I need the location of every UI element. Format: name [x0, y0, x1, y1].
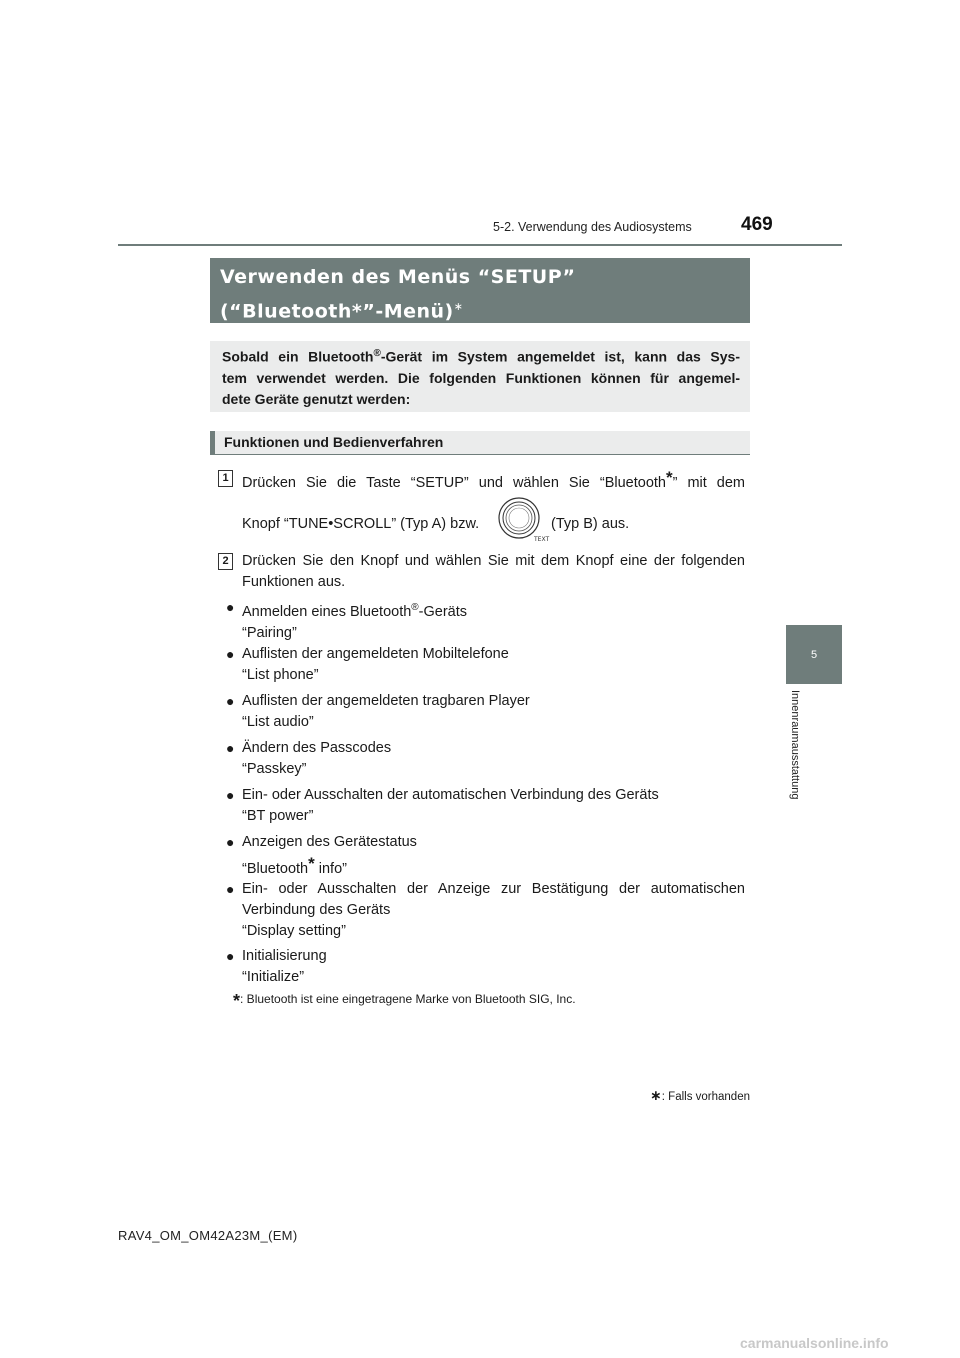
- step-1-line-2a: Knopf “TUNE•SCROLL” (Typ A) bzw.: [242, 516, 480, 532]
- title-asterisk: *: [351, 300, 363, 323]
- bullet-icon: ●: [226, 646, 235, 662]
- watermark: carmanualsonline.info: [740, 1335, 889, 1351]
- page-number: 469: [741, 214, 773, 235]
- bullet-icon: ●: [226, 834, 235, 850]
- title-line-2: (“Bluetooth*”-Menü)∗: [220, 300, 464, 323]
- section-reference: 5-2. Verwendung des Audiosystems: [493, 220, 692, 234]
- trademark-footnote: *: Bluetooth ist eine eingetragene Marke von Bluetooth SIG, Inc.: [233, 991, 576, 1011]
- bullet-icon: ●: [226, 693, 235, 709]
- step-1-line-1: Drücken Sie die Taste “SETUP” und wählen Sie “Bluetooth*” mit dem: [242, 468, 746, 491]
- availability-note: ∗: Falls vorhanden: [650, 1087, 750, 1103]
- subheading-bar: [210, 431, 215, 454]
- step-number-2: 2: [218, 553, 233, 570]
- chapter-label-text: Innenraumausstattung: [789, 690, 801, 800]
- step-number-1: 1: [218, 470, 233, 487]
- subheading: [210, 431, 750, 455]
- step-2-text: Drücken Sie den Knopf und wählen Sie mit dem Knopf eine der folgenden Funktionen aus.: [242, 553, 745, 590]
- optional-mark: ∗: [453, 300, 464, 313]
- bullet-icon: ●: [226, 881, 235, 897]
- title-line-1: Verwenden des Menüs “SETUP”: [220, 266, 576, 288]
- section-title: [210, 258, 750, 323]
- chapter-label: [786, 690, 806, 830]
- bullet-icon: ●: [226, 787, 235, 803]
- step-1-line-2b: (Typ B) aus.: [551, 516, 630, 532]
- chapter-tab: [786, 625, 842, 684]
- header-divider: [118, 244, 842, 246]
- chapter-number: 5: [810, 648, 818, 661]
- intro-box: [210, 341, 750, 412]
- bullet-icon: ●: [226, 599, 235, 615]
- subheading-text: Funktionen und Bedienverfahren: [224, 434, 444, 450]
- intro-text: Sobald ein Bluetooth®-Gerät im System angemeldet ist, kann das Sys- tem verwendet werden. Die folgenden Funktionen können für angemel- dete Geräte genutzt werden:: [222, 348, 740, 407]
- document-code: RAV4_OM_OM42A23M_(EM): [118, 1228, 298, 1243]
- bullet-icon: ●: [226, 740, 235, 756]
- bullet-icon: ●: [226, 948, 235, 964]
- tune-knob-icon: [497, 496, 550, 543]
- knob-label: TEXT: [534, 536, 550, 543]
